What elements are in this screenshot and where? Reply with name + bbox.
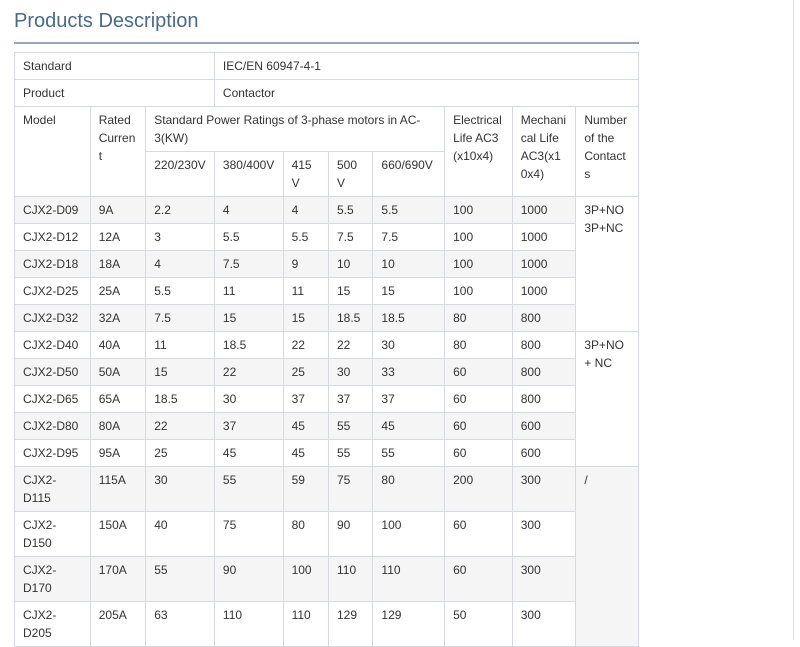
products-spec-table	[14, 52, 639, 647]
cell-power-rating: 30	[329, 359, 373, 386]
table-row	[15, 413, 639, 440]
cell-rated-current: 9A	[90, 197, 146, 224]
cell-mechanical-life: 300	[512, 602, 576, 647]
cell-electrical-life: 100	[445, 278, 513, 305]
cell-power-rating: 5.5	[373, 197, 445, 224]
standard-label: Standard	[15, 53, 215, 80]
cell-power-rating: 5.5	[283, 224, 328, 251]
cell-mechanical-life: 600	[512, 413, 576, 440]
cell-model: CJX2-D32	[15, 305, 91, 332]
cell-power-rating: 18.5	[146, 386, 215, 413]
cell-mechanical-life: 600	[512, 440, 576, 467]
cell-power-rating: 75	[329, 467, 373, 512]
cell-power-rating: 15	[283, 305, 328, 332]
cell-power-rating: 4	[283, 197, 328, 224]
cell-rated-current: 12A	[90, 224, 146, 251]
cell-mechanical-life: 800	[512, 305, 576, 332]
table-row	[15, 224, 639, 251]
cell-electrical-life: 50	[445, 602, 513, 647]
cell-power-rating: 5.5	[329, 197, 373, 224]
header-power-ratings: Standard Power Ratings of 3-phase motors in AC-3(KW)	[146, 107, 445, 152]
table-row	[15, 557, 639, 602]
header-contacts: Number of the Contact s	[576, 107, 639, 197]
table-row	[15, 512, 639, 557]
cell-mechanical-life: 300	[512, 512, 576, 557]
cell-rated-current: 205A	[90, 602, 146, 647]
cell-rated-current: 25A	[90, 278, 146, 305]
cell-power-rating: 30	[214, 386, 283, 413]
cell-electrical-life: 100	[445, 251, 513, 278]
cell-contacts: 3P+NO 3P+NC	[576, 197, 639, 332]
cell-power-rating: 100	[283, 557, 328, 602]
cell-mechanical-life: 800	[512, 359, 576, 386]
cell-power-rating: 7.5	[146, 305, 215, 332]
cell-power-rating: 5.5	[146, 278, 215, 305]
cell-power-rating: 22	[214, 359, 283, 386]
standard-row	[15, 53, 639, 80]
cell-mechanical-life: 1000	[512, 251, 576, 278]
title-underline	[14, 42, 639, 44]
cell-contacts: /	[576, 467, 639, 647]
cell-power-rating: 100	[373, 512, 445, 557]
cell-power-rating: 80	[373, 467, 445, 512]
cell-rated-current: 80A	[90, 413, 146, 440]
cell-power-rating: 37	[214, 413, 283, 440]
cell-model: CJX2-D115	[15, 467, 91, 512]
cell-power-rating: 63	[146, 602, 215, 647]
cell-power-rating: 7.5	[373, 224, 445, 251]
cell-electrical-life: 100	[445, 224, 513, 251]
cell-model: CJX2-D80	[15, 413, 91, 440]
cell-mechanical-life: 1000	[512, 224, 576, 251]
cell-model: CJX2-D95	[15, 440, 91, 467]
cell-power-rating: 18.5	[214, 332, 283, 359]
table-row	[15, 359, 639, 386]
cell-power-rating: 40	[146, 512, 215, 557]
cell-power-rating: 11	[146, 332, 215, 359]
cell-power-rating: 37	[329, 386, 373, 413]
cell-mechanical-life: 300	[512, 467, 576, 512]
cell-power-rating: 18.5	[373, 305, 445, 332]
cell-electrical-life: 60	[445, 557, 513, 602]
cell-contacts: 3P+NO+ NC	[576, 332, 639, 467]
cell-electrical-life: 80	[445, 332, 513, 359]
cell-mechanical-life: 800	[512, 386, 576, 413]
cell-rated-current: 32A	[90, 305, 146, 332]
product-label: Product	[15, 80, 215, 107]
cell-power-rating: 15	[329, 278, 373, 305]
cell-rated-current: 115A	[90, 467, 146, 512]
cell-model: CJX2-D150	[15, 512, 91, 557]
cell-power-rating: 11	[214, 278, 283, 305]
cell-mechanical-life: 800	[512, 332, 576, 359]
cell-power-rating: 110	[214, 602, 283, 647]
cell-power-rating: 110	[373, 557, 445, 602]
cell-power-rating: 45	[373, 413, 445, 440]
cell-rated-current: 50A	[90, 359, 146, 386]
cell-electrical-life: 60	[445, 386, 513, 413]
cell-power-rating: 18.5	[329, 305, 373, 332]
cell-power-rating: 45	[214, 440, 283, 467]
cell-power-rating: 11	[283, 278, 328, 305]
cell-power-rating: 75	[214, 512, 283, 557]
header-electrical-life: Electrical Life AC3 (x10x4)	[445, 107, 513, 197]
cell-model: CJX2-D09	[15, 197, 91, 224]
table-row	[15, 467, 639, 512]
cell-power-rating: 10	[373, 251, 445, 278]
cell-power-rating: 15	[146, 359, 215, 386]
cell-power-rating: 30	[146, 467, 215, 512]
cell-power-rating: 129	[373, 602, 445, 647]
cell-power-rating: 45	[283, 413, 328, 440]
cell-power-rating: 55	[373, 440, 445, 467]
table-row	[15, 197, 639, 224]
cell-power-rating: 4	[214, 197, 283, 224]
cell-power-rating: 90	[329, 512, 373, 557]
cell-power-rating: 55	[146, 557, 215, 602]
cell-model: CJX2-D18	[15, 251, 91, 278]
standard-value: IEC/EN 60947-4-1	[214, 53, 638, 80]
table-row	[15, 332, 639, 359]
product-value: Contactor	[214, 80, 638, 107]
cell-model: CJX2-D170	[15, 557, 91, 602]
cell-power-rating: 7.5	[214, 251, 283, 278]
cell-mechanical-life: 1000	[512, 278, 576, 305]
table-row	[15, 440, 639, 467]
header-mechanical-life: Mechani cal Life AC3(x1 0x4)	[512, 107, 576, 197]
cell-power-rating: 10	[329, 251, 373, 278]
cell-power-rating: 90	[214, 557, 283, 602]
header-voltage: 220/230V	[146, 152, 215, 197]
cell-power-rating: 55	[329, 413, 373, 440]
cell-power-rating: 110	[283, 602, 328, 647]
cell-model: CJX2-D25	[15, 278, 91, 305]
cell-electrical-life: 80	[445, 305, 513, 332]
cell-rated-current: 18A	[90, 251, 146, 278]
header-voltage: 380/400V	[214, 152, 283, 197]
cell-power-rating: 15	[214, 305, 283, 332]
cell-power-rating: 2.2	[146, 197, 215, 224]
cell-power-rating: 3	[146, 224, 215, 251]
cell-power-rating: 37	[373, 386, 445, 413]
table-row	[15, 278, 639, 305]
cell-electrical-life: 60	[445, 440, 513, 467]
header-voltage: 500 V	[329, 152, 373, 197]
table-row	[15, 305, 639, 332]
cell-power-rating: 25	[283, 359, 328, 386]
cell-power-rating: 110	[329, 557, 373, 602]
cell-power-rating: 33	[373, 359, 445, 386]
cell-power-rating: 4	[146, 251, 215, 278]
cell-power-rating: 9	[283, 251, 328, 278]
header-row	[15, 107, 639, 152]
cell-power-rating: 30	[373, 332, 445, 359]
cell-rated-current: 65A	[90, 386, 146, 413]
cell-electrical-life: 200	[445, 467, 513, 512]
cell-power-rating: 59	[283, 467, 328, 512]
cell-power-rating: 129	[329, 602, 373, 647]
cell-model: CJX2-D205	[15, 602, 91, 647]
cell-electrical-life: 100	[445, 197, 513, 224]
cell-rated-current: 150A	[90, 512, 146, 557]
table-row	[15, 386, 639, 413]
cell-power-rating: 7.5	[329, 224, 373, 251]
table-body	[15, 53, 639, 647]
cell-model: CJX2-D12	[15, 224, 91, 251]
cell-electrical-life: 60	[445, 359, 513, 386]
header-voltage: 415 V	[283, 152, 328, 197]
header-rated-current: Rated Curren t	[90, 107, 146, 197]
content-edge-divider	[793, 0, 794, 640]
cell-electrical-life: 60	[445, 413, 513, 440]
header-voltage: 660/690V	[373, 152, 445, 197]
cell-rated-current: 40A	[90, 332, 146, 359]
table-row	[15, 251, 639, 278]
product-row	[15, 80, 639, 107]
cell-rated-current: 170A	[90, 557, 146, 602]
cell-mechanical-life: 1000	[512, 197, 576, 224]
cell-power-rating: 22	[146, 413, 215, 440]
cell-power-rating: 80	[283, 512, 328, 557]
cell-power-rating: 15	[373, 278, 445, 305]
cell-power-rating: 25	[146, 440, 215, 467]
cell-model: CJX2-D65	[15, 386, 91, 413]
cell-power-rating: 22	[283, 332, 328, 359]
cell-power-rating: 22	[329, 332, 373, 359]
header-model: Model	[15, 107, 91, 197]
cell-power-rating: 37	[283, 386, 328, 413]
cell-power-rating: 45	[283, 440, 328, 467]
page-title: Products Description	[14, 10, 199, 32]
cell-power-rating: 55	[329, 440, 373, 467]
cell-model: CJX2-D40	[15, 332, 91, 359]
cell-power-rating: 55	[214, 467, 283, 512]
cell-electrical-life: 60	[445, 512, 513, 557]
cell-mechanical-life: 300	[512, 557, 576, 602]
cell-model: CJX2-D50	[15, 359, 91, 386]
cell-power-rating: 5.5	[214, 224, 283, 251]
cell-rated-current: 95A	[90, 440, 146, 467]
